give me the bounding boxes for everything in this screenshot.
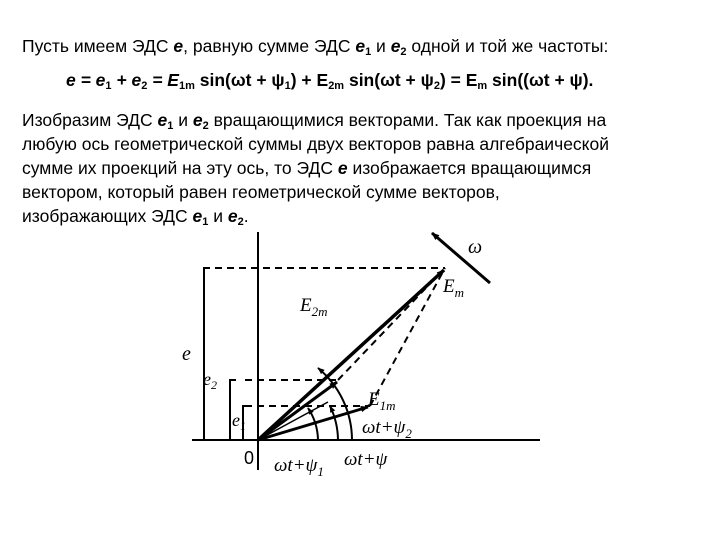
formula-sub-6: 2: [433, 80, 440, 92]
angle-psi-label: ωt+ψ: [344, 449, 388, 470]
omega-label: ω: [468, 236, 483, 258]
paragraph-text: изображающих ЭДС: [22, 206, 193, 226]
angle-arcs: [308, 368, 352, 440]
formula-part-2: + е: [111, 70, 142, 90]
paragraph-text: и: [208, 206, 228, 226]
intro-text-4: одной и той же частоты:: [406, 36, 609, 56]
paragraph-text: и: [173, 110, 193, 130]
intro-line: [22, 36, 712, 57]
emf-e1: е: [157, 110, 168, 130]
origin-label: 0: [244, 448, 255, 468]
angle-psi1-label: $\omega t+\psi_1$: [274, 455, 324, 479]
formula-sub-1: 1: [105, 80, 112, 92]
emf-e: е: [173, 36, 184, 56]
formula-sub-7: m: [477, 80, 488, 92]
emf-e2-sub: 2: [237, 216, 244, 228]
paragraph-text: Изобразим ЭДС: [22, 110, 158, 130]
paragraph-text: изображается вращающимся: [347, 158, 592, 178]
vector-e2m: [258, 382, 337, 440]
emf-e1-sub: 1: [365, 46, 372, 58]
formula-part-5: ) + E: [290, 70, 329, 90]
intro-text-1: Пусть имеем ЭДС: [22, 36, 174, 56]
e1-label: $e_1$: [232, 410, 246, 433]
e2m-label: $E_{2m}$: [300, 295, 328, 319]
projection-brackets: [204, 268, 248, 440]
formula-part-7: ) = E: [439, 70, 478, 90]
projection-lines: [203, 268, 445, 406]
em-label: $E_m$: [443, 276, 464, 300]
vector-em: [258, 270, 444, 440]
formula-part-6: sin(ωt + ψ: [344, 70, 434, 90]
formula-sub-2: 2: [141, 80, 148, 92]
emf-e2: е: [227, 206, 238, 226]
angle-psi2-label: $\omega t+\psi_2$: [362, 417, 412, 441]
paragraph-line-1: [22, 110, 712, 131]
emf-e: е: [337, 158, 348, 178]
emf-e2-sub: 2: [400, 46, 407, 58]
e-label: e: [182, 343, 191, 365]
paragraph-text: сумме их проекций на эту ось, то ЭДС: [22, 158, 338, 178]
emf-e2: е: [192, 110, 203, 130]
emf-e1-sub: 1: [202, 216, 209, 228]
emf-e1-sub: 1: [167, 120, 174, 132]
formula-line: [66, 70, 720, 91]
intro-text-2: , равную сумме ЭДС: [183, 36, 356, 56]
e1m-label: $E_{1m}$: [368, 389, 396, 413]
phasor-diagram: [0, 200, 720, 540]
formula-sub-4: 1: [284, 80, 291, 92]
emf-e2: е: [390, 36, 401, 56]
formula-sub-5: 2m: [328, 80, 345, 92]
paragraph-line-3: [22, 158, 712, 179]
intro-text-3: и: [371, 36, 391, 56]
formula-part-1: е = е: [66, 70, 106, 90]
formula-sub-3: 1m: [178, 80, 195, 92]
paragraph-line-2: [22, 134, 712, 155]
emf-e2-sub: 2: [202, 120, 209, 132]
paragraph-text: вектором, который равен геометрической сумме векторов,: [22, 182, 500, 202]
paragraph-text: .: [243, 206, 249, 226]
paragraph-text: любую ось геометрической суммы двух векторов равна алгебраической: [22, 134, 610, 154]
paragraph-text: вращающимися векторами. Так как проекция на: [208, 110, 607, 130]
e2-label: $e_2$: [203, 369, 217, 392]
emf-e1: е: [192, 206, 203, 226]
formula-part-3: = E: [147, 70, 179, 90]
formula-part-8: sin((ωt + ψ).: [487, 70, 594, 90]
formula-part-4: sin(ωt + ψ: [194, 70, 285, 90]
emf-e1: е: [355, 36, 366, 56]
